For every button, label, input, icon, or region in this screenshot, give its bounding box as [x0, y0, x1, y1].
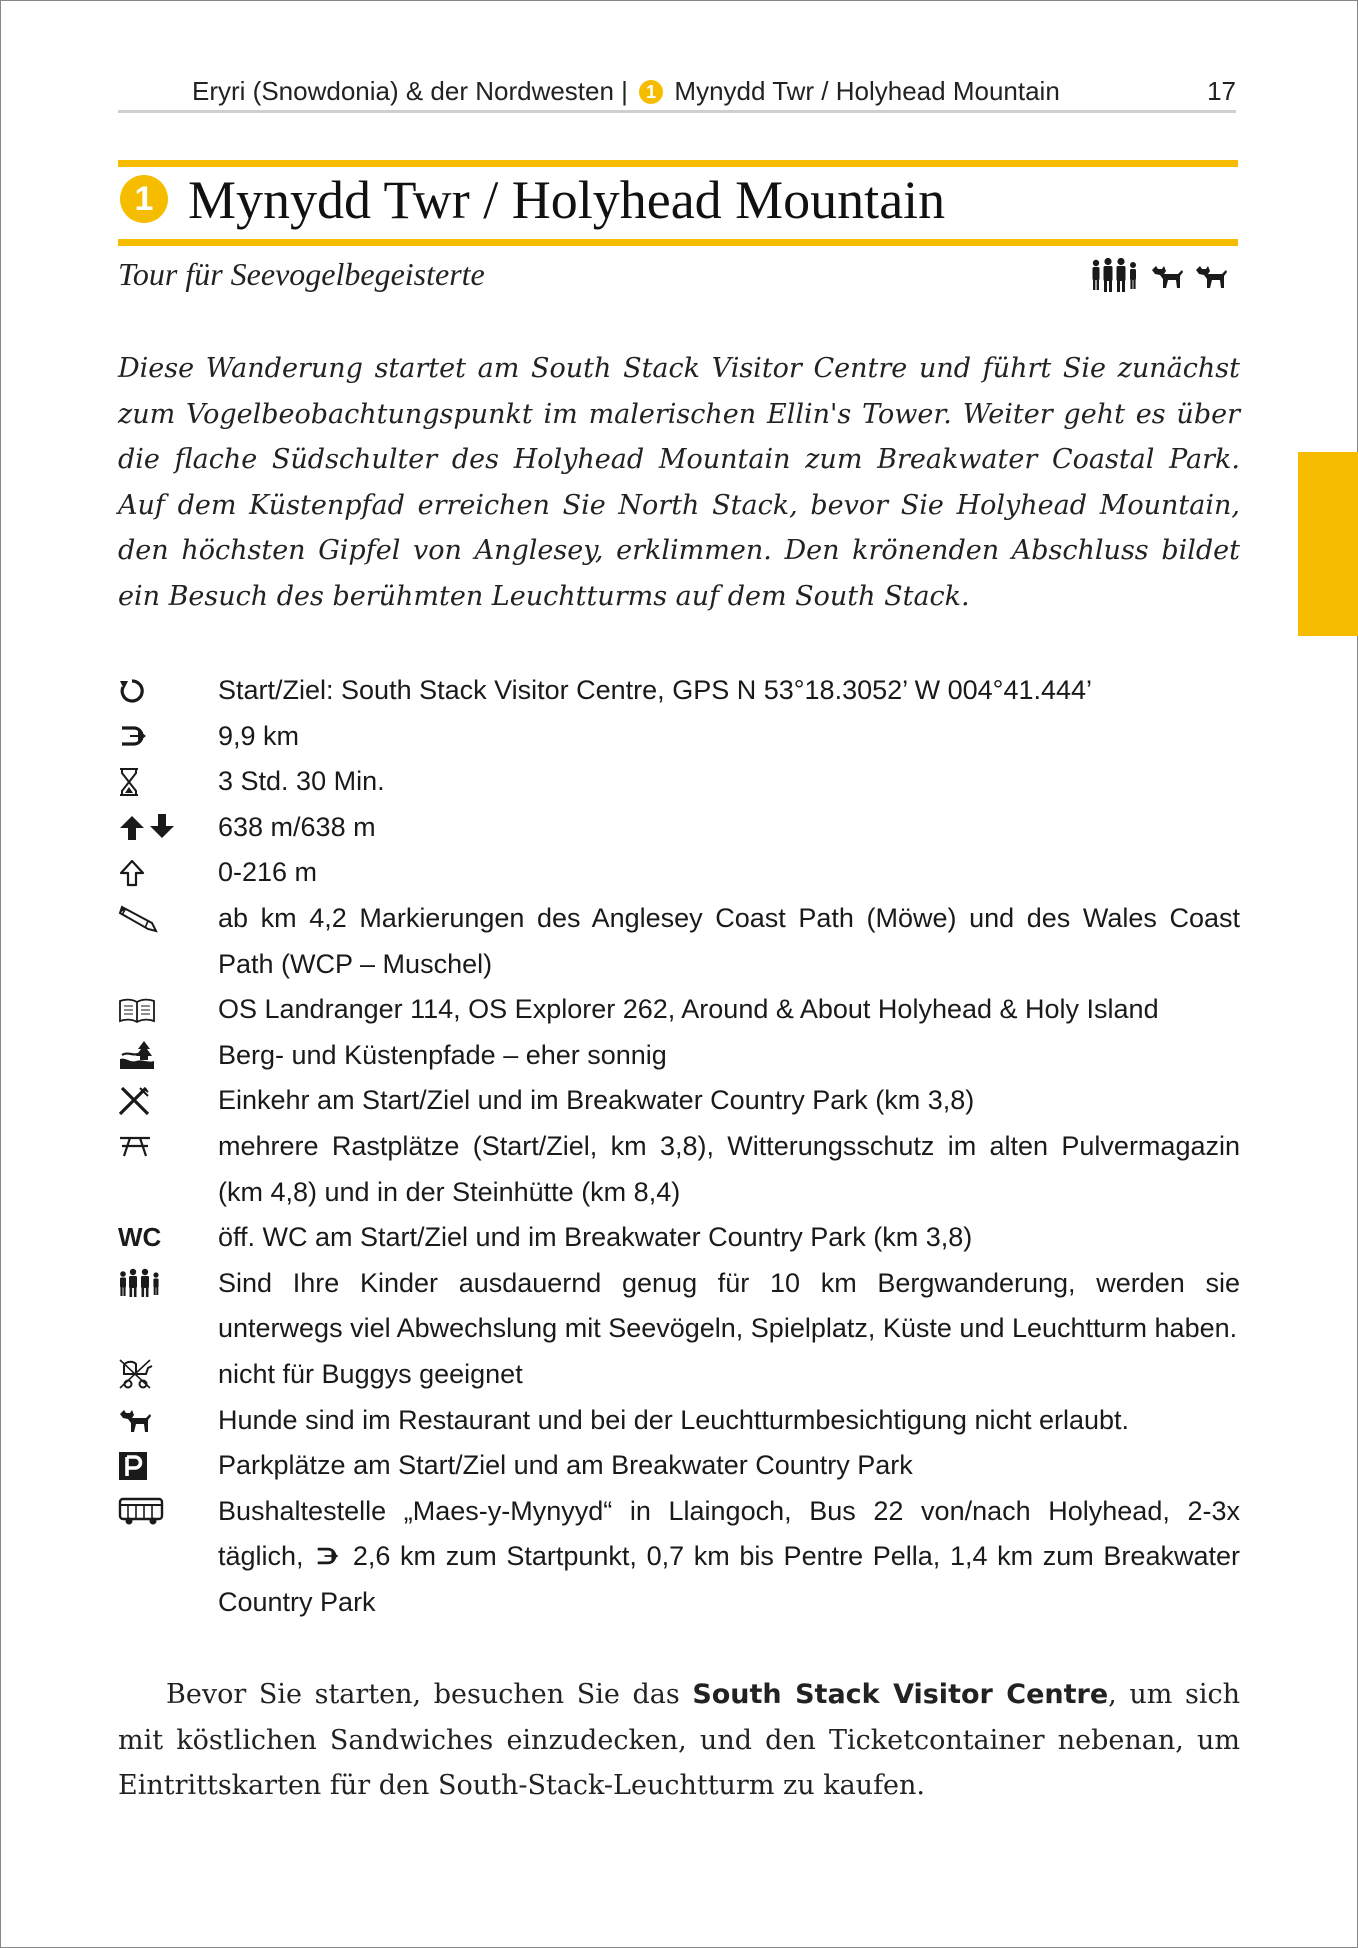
parking-icon: [118, 1443, 218, 1488]
book-icon: [118, 987, 218, 1032]
dog-icon: [118, 1398, 218, 1443]
page-title: Mynydd Twr / Holyhead Mountain: [188, 170, 946, 230]
running-header-tour-name: Mynydd Twr / Holyhead Mountain: [674, 76, 1060, 106]
info-distance-text: 9,9 km: [218, 720, 300, 751]
altitude-arrow-icon: [118, 850, 218, 895]
info-bus-text-part1: Bushaltestelle „Maes-y-Mynyyd“ in Llaingoch, Bus 22 von/nach Holyhead, 2-3x täglich,: [218, 1495, 1240, 1572]
running-header-region: Eryri (Snowdonia) & der Nordwesten |: [192, 76, 628, 106]
up-down-arrows-icon: [118, 805, 218, 850]
running-header-title: [192, 76, 1060, 107]
info-row-duration: [118, 759, 1240, 805]
info-dogs-text: Hunde sind im Restaurant und bei der Leuchtturmbesichtigung nicht erlaubt.: [218, 1404, 1130, 1435]
dog-icon: [1150, 262, 1240, 292]
wc-icon: [118, 1215, 218, 1260]
buggy-icon: [118, 1352, 218, 1397]
title-number-badge: 1: [120, 175, 168, 223]
closing-bold-place: South Stack Visitor Centre: [692, 1679, 1109, 1710]
subtitle: Tour für Seevogelbegeisterte: [118, 256, 485, 292]
info-row-terrain: [118, 1033, 1240, 1079]
closing-before: Bevor Sie starten, besuchen Sie das: [166, 1679, 680, 1710]
info-food-text: Einkehr am Start/Ziel und im Breakwater Country Park (km 3,8): [218, 1085, 975, 1116]
closing-after: , um sich mit köstlichen Sandwiches einzudecken, und den Ticketcontainer nebenan, um Eintrittskarten für den South-Stack-Leuchtturm zu kaufen.: [118, 1679, 1240, 1802]
distance-icon: [118, 714, 218, 759]
distance-icon: [313, 1544, 343, 1568]
info-altitude-text: 0-216 m: [218, 857, 318, 888]
closing-paragraph: [118, 1672, 1240, 1809]
info-bus-text: [218, 1489, 1240, 1626]
info-row-altitude: [118, 850, 1240, 896]
info-row-children: [118, 1261, 1240, 1352]
info-ascent-text: 638 m/638 m: [218, 811, 376, 842]
info-wc-text: öff. WC am Start/Ziel und im Breakwater Country Park (km 3,8): [218, 1222, 973, 1253]
info-parking-text: Parkplätze am Start/Ziel und am Breakwater Country Park: [218, 1450, 913, 1481]
dog-icons: [1150, 262, 1240, 292]
info-start-text: Start/Ziel: South Stack Visitor Centre, GPS N 53°18.3052’ W 004°41.444’: [218, 675, 1093, 705]
terrain-icon: [118, 1033, 218, 1078]
info-row-wc: [118, 1215, 1240, 1261]
info-rest-text: mehrere Rastplätze (Start/Ziel, km 3,8), Witterungsschutz im alten Pulvermagazin (km 4,8) und in der Steinhütte (km 8,4): [218, 1130, 1240, 1207]
hourglass-icon: [118, 759, 218, 804]
chapter-tab: [1298, 452, 1358, 636]
cutlery-icon: [118, 1078, 218, 1123]
info-children-text: Sind Ihre Kinder ausdauernd genug für 10 km Bergwanderung, werden sie unterwegs viel Abwechslung mit Seevögeln, Spielplatz, Küste und Leuchtturm haben.: [218, 1267, 1240, 1344]
tour-info-list: [118, 668, 1240, 1625]
running-header: [118, 68, 1236, 113]
wc-label: WC: [118, 1222, 162, 1253]
info-row-rest: [118, 1124, 1240, 1215]
picnic-table-icon: [118, 1124, 218, 1169]
info-row-maps: [118, 987, 1240, 1033]
info-row-start: [118, 668, 1240, 714]
info-terrain-text: Berg- und Küstenpfade – eher sonnig: [218, 1039, 667, 1070]
info-row-distance: [118, 714, 1240, 760]
title-bar: [118, 160, 1238, 246]
intro-paragraph: Diese Wanderung startet am South Stack Visitor Centre und führt Sie zunächst zum Vogelbeobachtungspunkt im malerischen Ellin's Tower. Weiter geht es über die flache Südschulter des Holyhead Mountain zum Breakwater Coastal Park. Auf dem Küstenpfad erreichen Sie North Stack, bevor Sie Holyhead Mountain, den höchsten Gipfel von Anglesey, erklimmen. Den krönenden Abschluss bildet ein Besuch des berühmten Leuchtturms auf dem South Stack.: [118, 353, 1240, 612]
info-duration-text: 3 Std. 30 Min.: [218, 766, 385, 797]
loop-icon: [118, 668, 218, 713]
info-row-buggy: [118, 1352, 1240, 1398]
info-row-markings: [118, 896, 1240, 987]
info-row-parking: [118, 1443, 1240, 1489]
pencil-icon: [118, 896, 218, 941]
info-row-ascent: [118, 805, 1240, 851]
info-row-food: [118, 1078, 1240, 1124]
info-markings-text: ab km 4,2 Markierungen des Anglesey Coast Path (Möwe) und des Wales Coast Path (WCP – Muschel): [218, 902, 1240, 979]
page-number: 17: [1207, 76, 1236, 106]
info-row-bus: [118, 1489, 1240, 1626]
tour-number-badge: 1: [639, 80, 663, 104]
info-bus-text-part2: 2,6 km zum Startpunkt, 0,7 km bis Pentre Pella, 1,4 km zum Breakwater Country Park: [218, 1541, 1240, 1617]
info-maps-text: OS Landranger 114, OS Explorer 262, Around & About Holyhead & Holy Island: [218, 994, 1159, 1025]
bus-icon: [118, 1489, 218, 1534]
info-buggy-text: nicht für Buggys geeignet: [218, 1358, 523, 1389]
family-icon: [118, 1261, 218, 1306]
info-row-dogs: [118, 1398, 1240, 1444]
